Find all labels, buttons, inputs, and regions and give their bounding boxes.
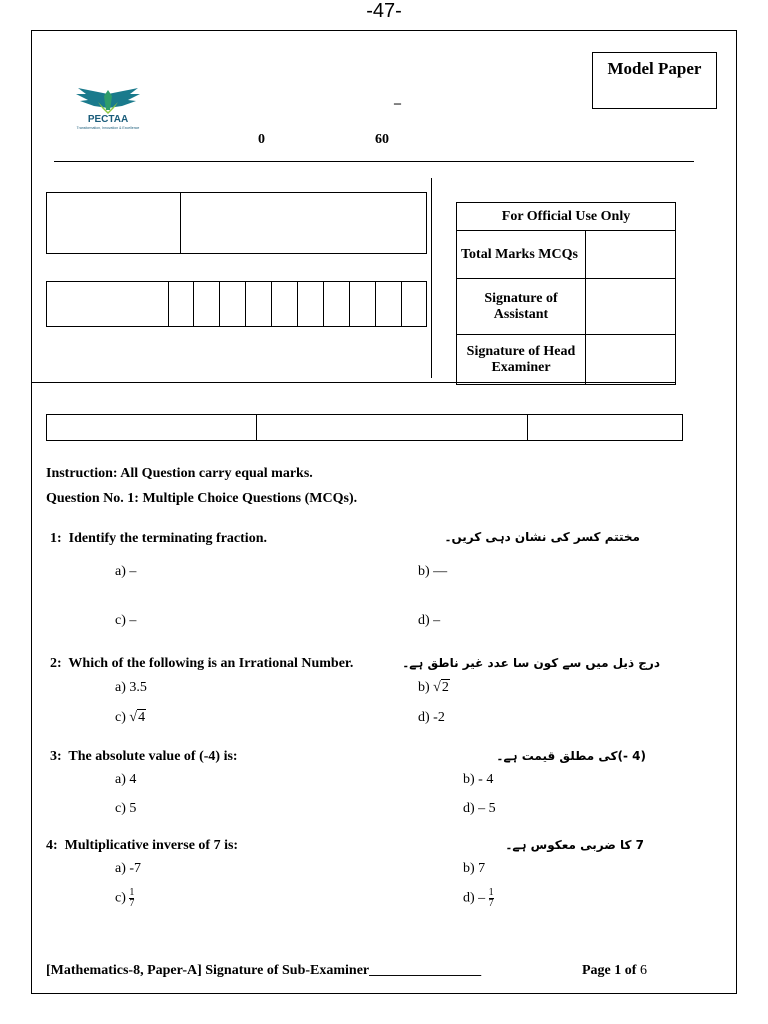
question-number: 2:: [50, 656, 62, 671]
sqrt-symbol: √2: [433, 680, 449, 695]
logo-tagline: Transformation, Innovation & Excellence: [76, 126, 140, 130]
question-number: 3:: [50, 749, 62, 764]
question-text: Identify the terminating fraction.: [68, 531, 267, 546]
model-paper-box: Model Paper: [592, 52, 717, 109]
official-row-value: [586, 279, 676, 335]
divider-vertical: [431, 178, 432, 378]
option-d: d) – 5: [463, 801, 496, 816]
header-value-right: 60: [375, 132, 389, 147]
footer-page-count: Page 1 of 6: [582, 963, 647, 978]
header-value-left: 0: [258, 132, 265, 147]
question-text: The absolute value of (-4) is:: [68, 749, 238, 764]
page-marker: -47-: [366, 0, 402, 22]
question-urdu: مختتم کسر کی نشان دہی کریں۔: [444, 530, 640, 544]
section-title: Question No. 1: Multiple Choice Questions (MCQs).: [46, 491, 358, 506]
question-text: Multiplicative inverse of 7 is:: [64, 838, 239, 853]
option-b: b) - 4: [463, 772, 494, 787]
question-number: 4:: [46, 838, 58, 853]
option-b: b) —: [418, 564, 448, 579]
official-row-label: Signature of Assistant: [457, 279, 586, 335]
question-urdu: (4 -)کی مطلق قیمت ہے۔: [496, 749, 646, 763]
official-use-table: [456, 202, 676, 385]
name-box: [46, 192, 427, 254]
pectaa-logo: [72, 84, 144, 136]
option-a: a) -7: [115, 861, 142, 876]
question-urdu: 7 کا ضربی معکوس ہے۔: [505, 838, 644, 852]
question-3: [50, 749, 238, 765]
question-text: Which of the following is an Irrational Number.: [68, 656, 354, 671]
option-a: a) 3.5: [115, 680, 147, 695]
footer-left: [Mathematics-8, Paper-A] Signature of Sub-Examiner________________: [46, 963, 482, 978]
info-strip: [46, 414, 683, 441]
official-row-label: Total Marks MCQs: [457, 231, 586, 279]
header-dash: –: [394, 96, 401, 111]
option-d: d) –: [418, 613, 441, 628]
question-1: [50, 531, 267, 547]
option-b: b) √2: [418, 680, 449, 695]
option-d: d) -2: [418, 710, 445, 725]
section-rule: [32, 382, 676, 383]
logo-text: PECTAA: [87, 114, 129, 125]
official-use-title: For Official Use Only: [457, 203, 676, 231]
roll-number-box: [46, 281, 427, 327]
option-a: a) 4: [115, 772, 137, 787]
question-2: [50, 656, 353, 672]
official-row-value: [586, 335, 676, 385]
option-d: d) – $\frac{1}{7}$: [463, 887, 494, 909]
option-c: c) $\frac{1}{7}$: [115, 887, 135, 909]
option-c: c) 5: [115, 801, 137, 816]
question-number: 1:: [50, 531, 62, 546]
option-b: b) 7: [463, 861, 486, 876]
header-rule: [54, 161, 694, 162]
question-urdu: درج ذیل میں سے کون سا عدد غیر ناطق ہے۔: [402, 656, 660, 670]
official-row-value: [586, 231, 676, 279]
official-row-label: Signature of Head Examiner: [457, 335, 586, 385]
fraction: $\frac{1}{7}$: [488, 887, 494, 909]
fraction: $\frac{1}{7}$: [129, 887, 135, 909]
option-a: a) –: [115, 564, 137, 579]
sqrt-symbol: √4: [129, 710, 146, 725]
question-4: [46, 838, 238, 854]
option-c: c) √4: [115, 710, 146, 725]
instruction: Instruction: All Question carry equal marks.: [46, 466, 313, 481]
option-c: c) –: [115, 613, 137, 628]
